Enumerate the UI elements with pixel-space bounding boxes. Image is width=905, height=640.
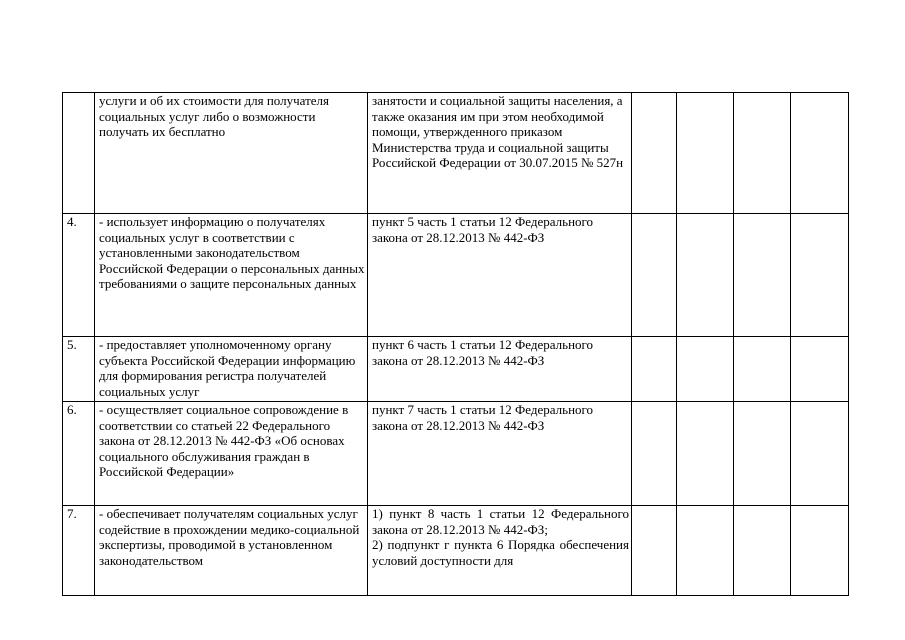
row-number: 4. (63, 214, 95, 337)
row-number: 5. (63, 337, 95, 402)
requirement-text: - осуществляет социальное сопровождение в соответствии со статьей 22 Федерального закона от 28.12.2013 № 442-ФЗ «Об основах социального обслуживания граждан в Российской Федерации» (95, 402, 368, 506)
legal-basis-text: пункт 7 часть 1 статьи 12 Федерального закона от 28.12.2013 № 442-ФЗ (368, 402, 632, 506)
legal-basis-text: пункт 5 часть 1 статьи 12 Федерального закона от 28.12.2013 № 442-ФЗ (368, 214, 632, 337)
empty-cell (632, 93, 677, 214)
empty-cell (734, 214, 791, 337)
empty-cell (677, 93, 734, 214)
requirement-text: - использует информацию о получателях социальных услуг в соответствии с установленными законодательством Российской Федерации о персональных данных требованиями о защите персональных данных (95, 214, 368, 337)
empty-cell (791, 337, 849, 402)
empty-cell (791, 506, 849, 596)
legal-basis-text: занятости и социальной защиты населения, а также оказания им при этом необходимой помощи, утвержденного приказом Министерства труда и социальной защиты Российской Федерации от 30.07.2015 № 527н (368, 93, 632, 214)
row-number: 6. (63, 402, 95, 506)
row-number: 7. (63, 506, 95, 596)
table-row (63, 214, 849, 337)
requirement-text: - предоставляет уполномоченному органу субъекта Российской Федерации информацию для формирования регистра получателей социальных услуг (95, 337, 368, 402)
empty-cell (632, 337, 677, 402)
empty-cell (734, 402, 791, 506)
legal-basis-item-2: 2) подпункт г пункта 6 Порядка обеспечения условий доступности для (372, 537, 629, 568)
empty-cell (632, 506, 677, 596)
table-row (63, 337, 849, 402)
legal-basis-text: пункт 6 часть 1 статьи 12 Федерального закона от 28.12.2013 № 442-ФЗ (368, 337, 632, 402)
empty-cell (632, 214, 677, 337)
empty-cell (677, 402, 734, 506)
empty-cell (734, 337, 791, 402)
checklist-table (62, 92, 849, 596)
requirement-text: услуги и об их стоимости для получателя социальных услуг либо о возможности получать их бесплатно (95, 93, 368, 214)
requirement-text: - обеспечивает получателям социальных услуг содействие в прохождении медико-социальной экспертизы, проводимой в установленном законодательством (95, 506, 368, 596)
table-row (63, 93, 849, 214)
row-number (63, 93, 95, 214)
legal-basis-item-1: 1) пункт 8 часть 1 статьи 12 Федерального закона от 28.12.2013 № 442-ФЗ; (372, 506, 629, 537)
table-row (63, 402, 849, 506)
empty-cell (677, 506, 734, 596)
empty-cell (791, 214, 849, 337)
empty-cell (734, 506, 791, 596)
empty-cell (632, 402, 677, 506)
table-row (63, 506, 849, 596)
empty-cell (791, 402, 849, 506)
empty-cell (734, 93, 791, 214)
empty-cell (677, 337, 734, 402)
empty-cell (791, 93, 849, 214)
empty-cell (677, 214, 734, 337)
legal-basis-cell (368, 506, 632, 596)
